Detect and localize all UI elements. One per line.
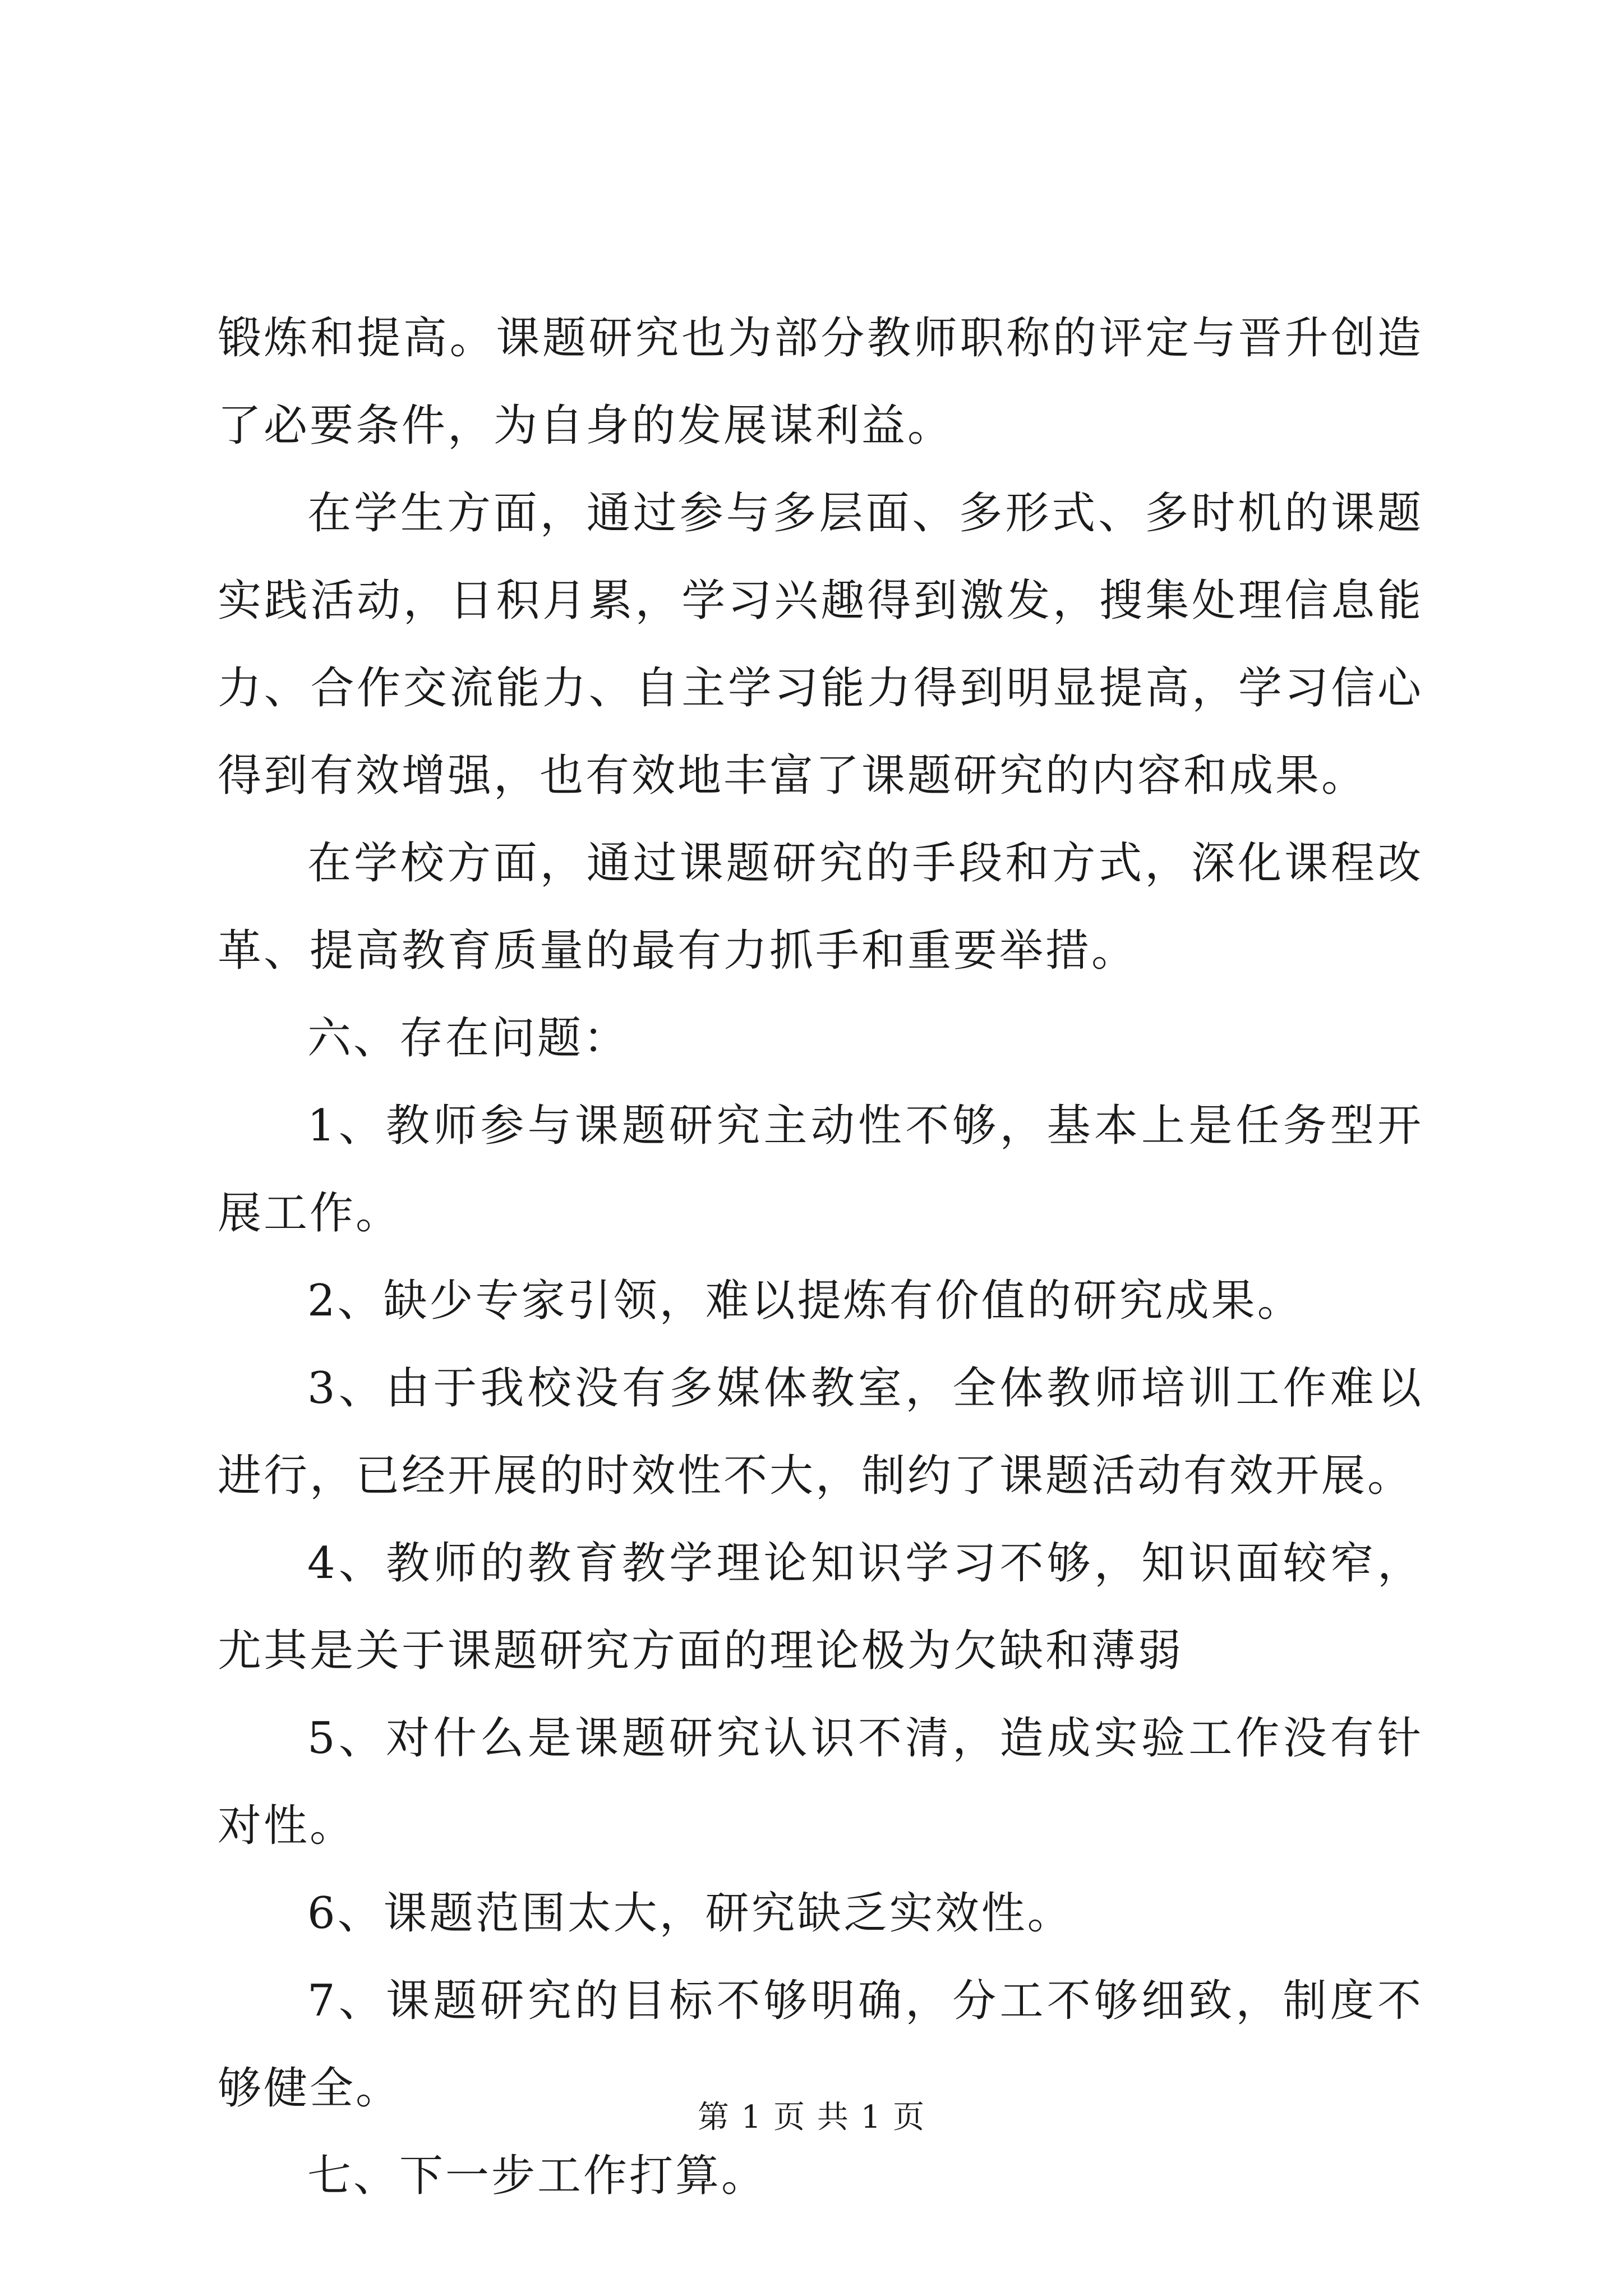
- page-footer: 第 1 页 共 1 页: [697, 2099, 926, 2136]
- list-item: 6、课题范围太大，研究缺乏实效性。: [307, 1888, 1073, 1939]
- list-item: 3、由于我校没有多媒体教室，全体教师培训工作难以进行，已经开展的时效性不大，制约了课题活动有效开展。: [218, 1363, 1423, 1501]
- section-heading: 七、下一步工作打算。: [307, 2151, 768, 2201]
- document-body: [218, 295, 1423, 2220]
- list-item: 2、缺少专家引领，难以提炼有价值的研究成果。: [307, 1276, 1303, 1326]
- list-item: 7、课题研究的目标不够明确，分工不够细致，制度不够健全。: [218, 1976, 1423, 2114]
- list-item: 1、教师参与课题研究主动性不够，基本上是任务型开展工作。: [218, 1101, 1423, 1239]
- paragraph: 锻炼和提高。课题研究也为部分教师职称的评定与晋升创造了必要条件，为自身的发展谋利益。: [218, 313, 1423, 451]
- paragraph: 在学生方面，通过参与多层面、多形式、多时机的课题实践活动，日积月累，学习兴趣得到激发，搜集处理信息能力、合作交流能力、自主学习能力得到明显提高，学习信心得到有效增强，也有效地丰富了课题研究的内容和成果。: [218, 488, 1423, 801]
- section-heading: 六、存在问题：: [307, 1013, 630, 1064]
- list-item: 4、教师的教育教学理论知识学习不够，知识面较窄，尤其是关于课题研究方面的理论极为欠缺和薄弱: [218, 1538, 1423, 1676]
- list-item: 5、对什么是课题研究认识不清，造成实验工作没有针对性。: [218, 1713, 1423, 1851]
- paragraph: 在学校方面，通过课题研究的手段和方式，深化课程改革、提高教育质量的最有力抓手和重要举措。: [218, 838, 1423, 976]
